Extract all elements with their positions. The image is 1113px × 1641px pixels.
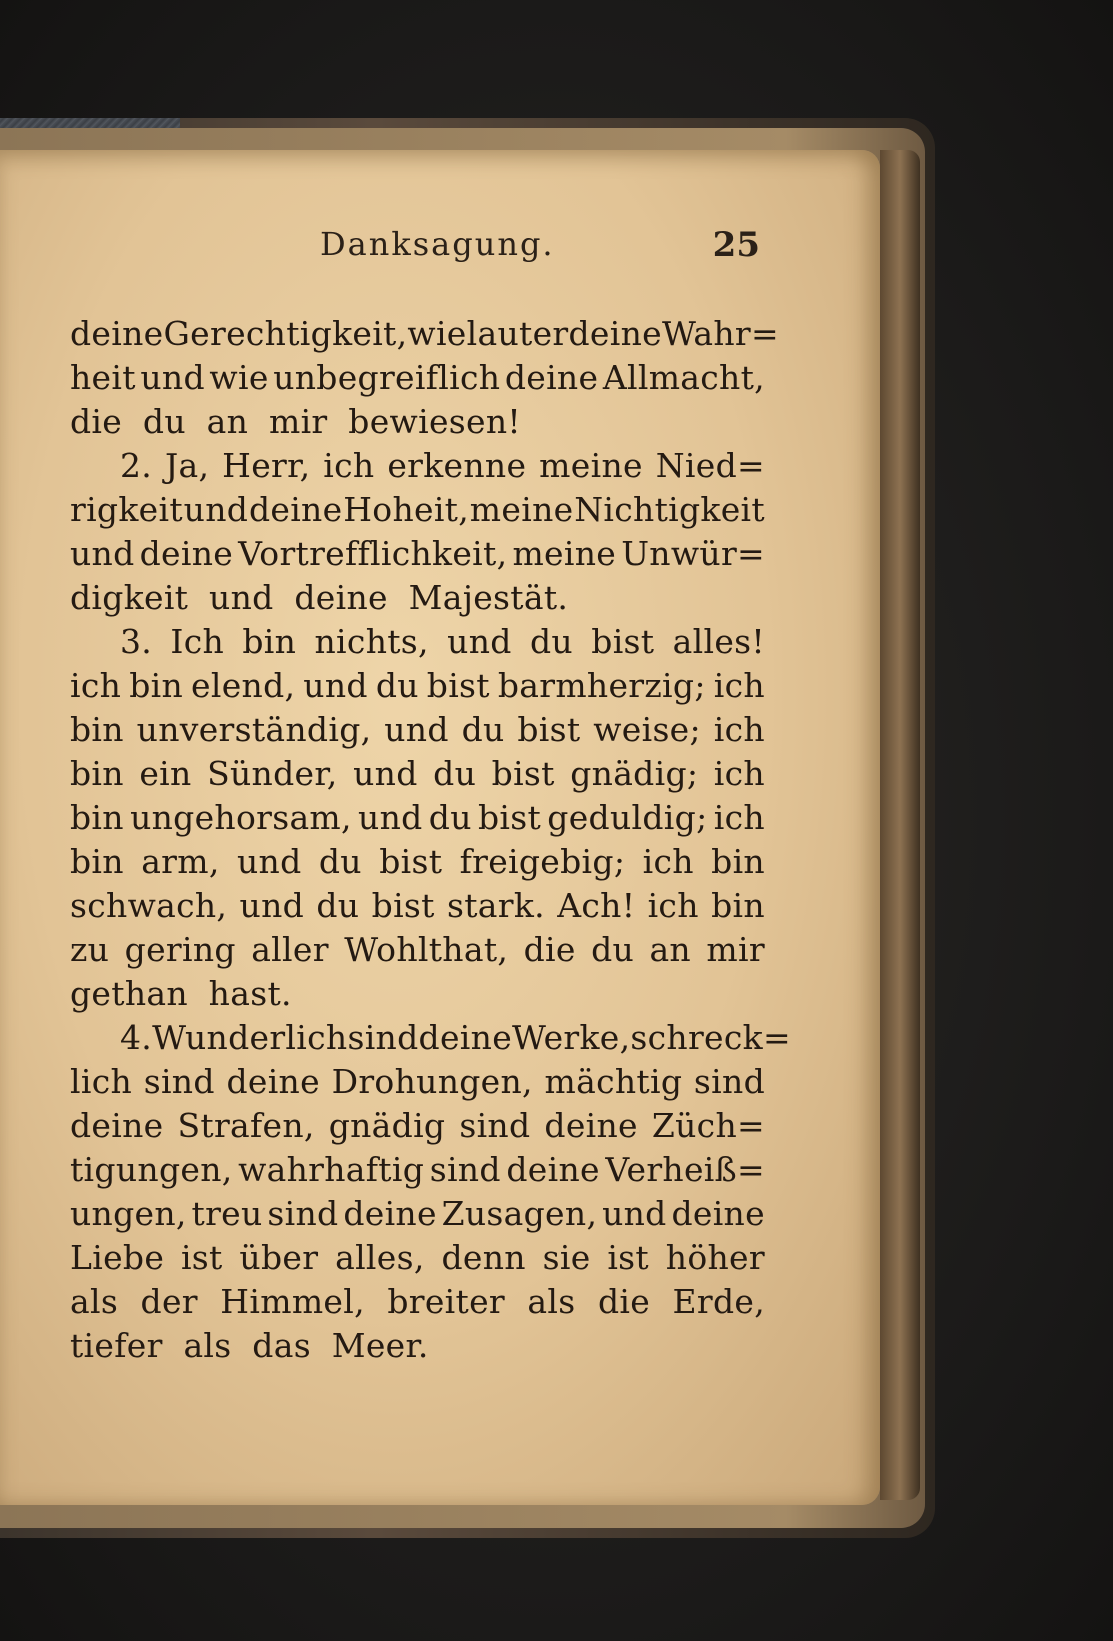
text-line: ungen, treu sind deine Zusagen, und deine	[70, 1194, 765, 1233]
text-line: und deine Vortrefflichkeit, meine Unwür=	[70, 534, 765, 573]
text-line: bin arm, und du bist freigebig; ich bin	[70, 842, 765, 881]
text-line: 3. Ich bin nichts, und du bist alles!	[120, 622, 765, 661]
text-line: zu gering aller Wohlthat, die du an mir	[70, 930, 765, 969]
text-line: gethan hast.	[70, 974, 292, 1013]
page-number: 25	[712, 225, 760, 265]
text-line: bin ungehorsam, und du bist geduldig; ich	[70, 798, 765, 837]
running-head: Danksagung.	[320, 225, 555, 263]
text-line: tiefer als das Meer.	[70, 1326, 429, 1365]
text-line: deine Strafen, gnädig sind deine Züch=	[70, 1106, 765, 1145]
text-line: digkeit und deine Majestät.	[70, 578, 569, 617]
text-line: ich bin elend, und du bist barmherzig; ich	[70, 666, 765, 705]
page-fore-edge	[880, 150, 920, 1500]
text-line: die du an mir bewiesen!	[70, 402, 521, 441]
text-line: bin ein Sünder, und du bist gnädig; ich	[70, 754, 765, 793]
body-text	[70, 312, 791, 1368]
page-header	[70, 225, 760, 285]
text-line: 2. Ja, Herr, ich erkenne meine Nied=	[120, 446, 765, 485]
text-line: lich sind deine Drohungen, mächtig sind	[70, 1062, 765, 1101]
text-line: deine Gerechtigkeit, wie lauter deine Wahr=	[70, 314, 779, 353]
text-line: rigkeit und deine Hoheit, meine Nichtigkeit	[70, 490, 765, 529]
text-line: bin unverständig, und du bist weise; ich	[70, 710, 765, 749]
text-line: heit und wie unbegreiflich deine Allmacht,	[70, 358, 765, 397]
text-line: Liebe ist über alles, denn sie ist höher	[70, 1238, 765, 1277]
text-line: als der Himmel, breiter als die Erde,	[70, 1282, 765, 1321]
text-line: 4. Wunderlich sind deine Werke, schreck=	[120, 1018, 791, 1057]
text-line: tigungen, wahrhaftig sind deine Verheiß=	[70, 1150, 765, 1189]
text-line: schwach, und du bist stark. Ach! ich bin	[70, 886, 765, 925]
